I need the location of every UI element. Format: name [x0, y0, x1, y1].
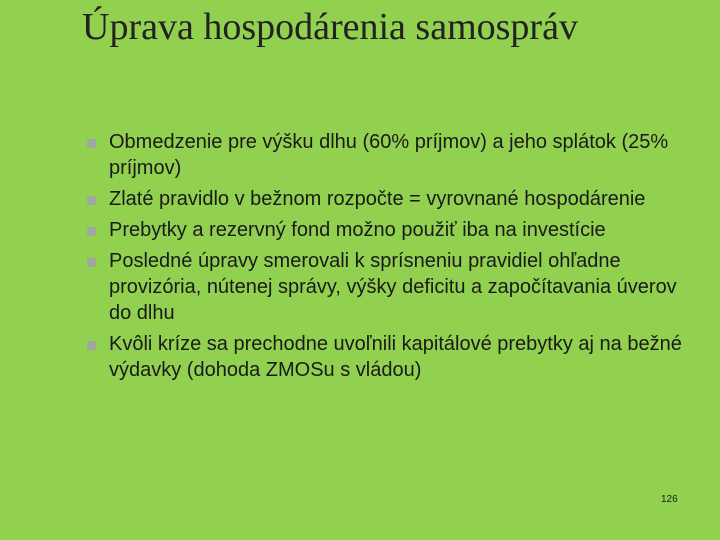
bullet-item-4 — [84, 248, 684, 326]
bullet-text-4: Posledné úpravy smerovali k sprísneniu pravidiel ohľadne provizória, nútenej správy, výšky deficitu a započítavania úverov do dlhu — [109, 250, 677, 324]
square-bullet-icon — [87, 341, 96, 350]
bullet-text-2: Zlaté pravidlo v bežnom rozpočte = vyrovnané hospodárenie — [109, 188, 646, 210]
square-bullet-icon — [87, 258, 96, 267]
bullet-item-3 — [84, 217, 684, 243]
bullet-item-1 — [84, 129, 684, 181]
slide-title: Úprava hospodárenia samospráv — [82, 6, 578, 48]
bullet-list — [84, 129, 684, 388]
bullet-text-5: Kvôli kríze sa prechodne uvoľnili kapitálové prebytky aj na bežné výdavky (dohoda ZMOSu s vládou) — [109, 333, 682, 381]
square-bullet-icon — [87, 196, 96, 205]
square-bullet-icon — [87, 227, 96, 236]
bullet-text-1: Obmedzenie pre výšku dlhu (60% príjmov) a jeho splátok (25% príjmov) — [109, 131, 669, 179]
bullet-item-2 — [84, 186, 684, 212]
slide-number: 126 — [661, 494, 678, 505]
square-bullet-icon — [87, 139, 96, 148]
bullet-item-5 — [84, 331, 684, 383]
bullet-text-3: Prebytky a rezervný fond možno použiť iba na investície — [109, 219, 606, 241]
